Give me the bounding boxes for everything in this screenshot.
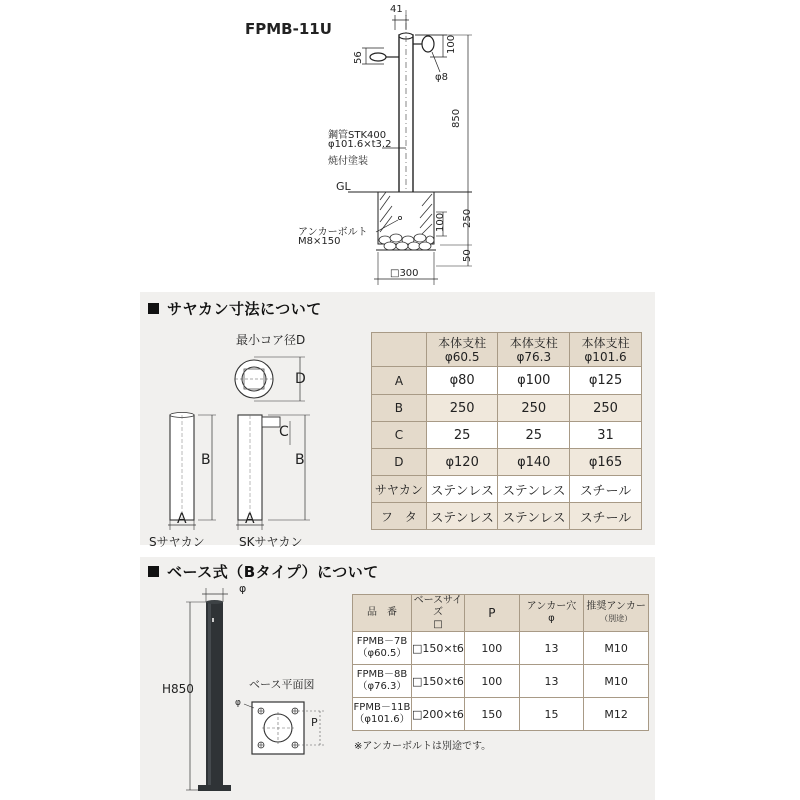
anchor-note: ※アンカーボルトは別途です。 <box>354 741 492 752</box>
post-elevation-drawing <box>0 0 800 295</box>
col-header-base-1: ベースサイズ <box>413 595 463 618</box>
table-cell: φ100 <box>498 367 570 395</box>
table-row <box>353 665 649 698</box>
table-row <box>353 632 649 665</box>
table-cell: 250 <box>570 395 642 422</box>
table-cell: ステンレス <box>498 476 570 503</box>
table-cell: 25 <box>426 422 498 449</box>
table-row <box>372 476 642 503</box>
table-cell: 100 <box>464 632 519 665</box>
table-cell: スチール <box>570 476 642 503</box>
anchor-label-2: M8×150 <box>298 236 341 247</box>
base-plan-drawing <box>232 690 332 770</box>
table-cell: ステンレス <box>426 503 498 530</box>
fig-label-D: D <box>295 371 306 387</box>
table-cell: 25 <box>498 422 570 449</box>
table-row <box>372 367 642 395</box>
col-header-base-2: □ <box>433 619 443 630</box>
phi-small-label: φ <box>235 698 241 708</box>
table-cell: 250 <box>498 395 570 422</box>
row-label: B <box>372 395 427 422</box>
table-cell: □200×t6 <box>411 698 464 731</box>
col-header-1b: φ60.5 <box>444 349 480 364</box>
table-cell: φ120 <box>426 449 498 476</box>
material-label-3: 焼付塗装 <box>328 156 368 167</box>
table-cell: ステンレス <box>426 476 498 503</box>
dim-56: 56 <box>353 51 364 64</box>
table-row <box>372 422 642 449</box>
col-header-name: 品 番 <box>353 595 412 632</box>
dim-250: 250 <box>462 208 473 228</box>
col-header-3a: 本体支柱 <box>581 335 630 350</box>
dim-100-inner: 100 <box>435 212 446 232</box>
table-cell: ステンレス <box>498 503 570 530</box>
base-plan-label: ベース平面図 <box>249 678 315 691</box>
fig-label-A2: A <box>245 511 255 527</box>
phi-label: φ <box>239 582 247 595</box>
row-label: フ タ <box>372 503 427 530</box>
table-cell: M10 <box>584 632 649 665</box>
table-row <box>372 395 642 422</box>
table-cell: φ165 <box>570 449 642 476</box>
dim-phi8: φ8 <box>435 72 448 83</box>
table-cell: φ125 <box>570 367 642 395</box>
table-cell: 100 <box>464 665 519 698</box>
section1-title <box>148 298 322 319</box>
product-code: FPMB－8B <box>356 669 408 680</box>
col-header-p: P <box>464 595 519 632</box>
table-cell: 150 <box>464 698 519 731</box>
section1-title-text: サヤカン寸法について <box>167 300 322 318</box>
col-header-hole-1: アンカー穴 <box>526 601 577 612</box>
dim-50: 50 <box>462 249 473 262</box>
fig-label-A1: A <box>177 511 187 527</box>
row-label: C <box>372 422 427 449</box>
section2-title-text: ベース式（Bタイプ）について <box>167 563 379 581</box>
col-header-rec-1: 推奨アンカー <box>586 601 646 612</box>
row-label: D <box>372 449 427 476</box>
material-label-2: φ101.6×t3.2 <box>328 139 392 150</box>
col-header-3b: φ101.6 <box>584 349 627 364</box>
product-size: （φ101.6） <box>354 714 410 725</box>
section2-title <box>148 561 379 582</box>
s-sayakan-label: Sサヤカン <box>149 535 205 549</box>
table-cell: φ80 <box>426 367 498 395</box>
sk-sayakan-label: SKサヤカン <box>239 535 303 549</box>
table-row <box>372 449 642 476</box>
gl-label: GL <box>336 180 351 193</box>
dim-300: □300 <box>390 268 419 279</box>
product-code: FPMB－7B <box>356 636 408 647</box>
table-cell: 13 <box>519 632 584 665</box>
table-cell: スチール <box>570 503 642 530</box>
model-title: FPMB-11U <box>245 20 332 38</box>
dim-41: 41 <box>390 4 403 15</box>
table-cell: 250 <box>426 395 498 422</box>
product-size: （φ60.5） <box>357 648 407 659</box>
table-cell: 13 <box>519 665 584 698</box>
product-code: FPMB－11B <box>353 702 411 713</box>
row-label: A <box>372 367 427 395</box>
table-row <box>372 503 642 530</box>
core-label: 最小コア径D <box>236 333 306 347</box>
col-header-1a: 本体支柱 <box>438 335 487 350</box>
table-cell: 31 <box>570 422 642 449</box>
h850-label: H850 <box>162 682 194 696</box>
table-cell: 15 <box>519 698 584 731</box>
fig-label-C: C <box>279 424 289 440</box>
col-header-2a: 本体支柱 <box>509 335 558 350</box>
dim-850: 850 <box>451 108 462 128</box>
table-cell: M12 <box>584 698 649 731</box>
col-header-rec-2: （別途） <box>600 614 633 623</box>
col-header-2b: φ76.3 <box>516 349 552 364</box>
fig-label-B2: B <box>295 452 305 468</box>
base-table <box>352 594 649 731</box>
material-label-1: 鋼管STK400 <box>328 130 387 141</box>
product-size: （φ76.3） <box>357 681 407 692</box>
fig-label-B1: B <box>201 452 211 468</box>
table-cell: M10 <box>584 665 649 698</box>
anchor-label-1: アンカーボルト <box>298 227 368 238</box>
sayakan-table <box>371 332 642 530</box>
col-header-hole-2: φ <box>548 613 555 624</box>
table-cell: φ140 <box>498 449 570 476</box>
table-row <box>353 698 649 731</box>
row-label: サヤカン <box>372 476 427 503</box>
dim-100-top: 100 <box>446 34 457 54</box>
table-cell: □150×t6 <box>411 665 464 698</box>
table-cell: □150×t6 <box>411 632 464 665</box>
p-label: P <box>311 716 318 729</box>
